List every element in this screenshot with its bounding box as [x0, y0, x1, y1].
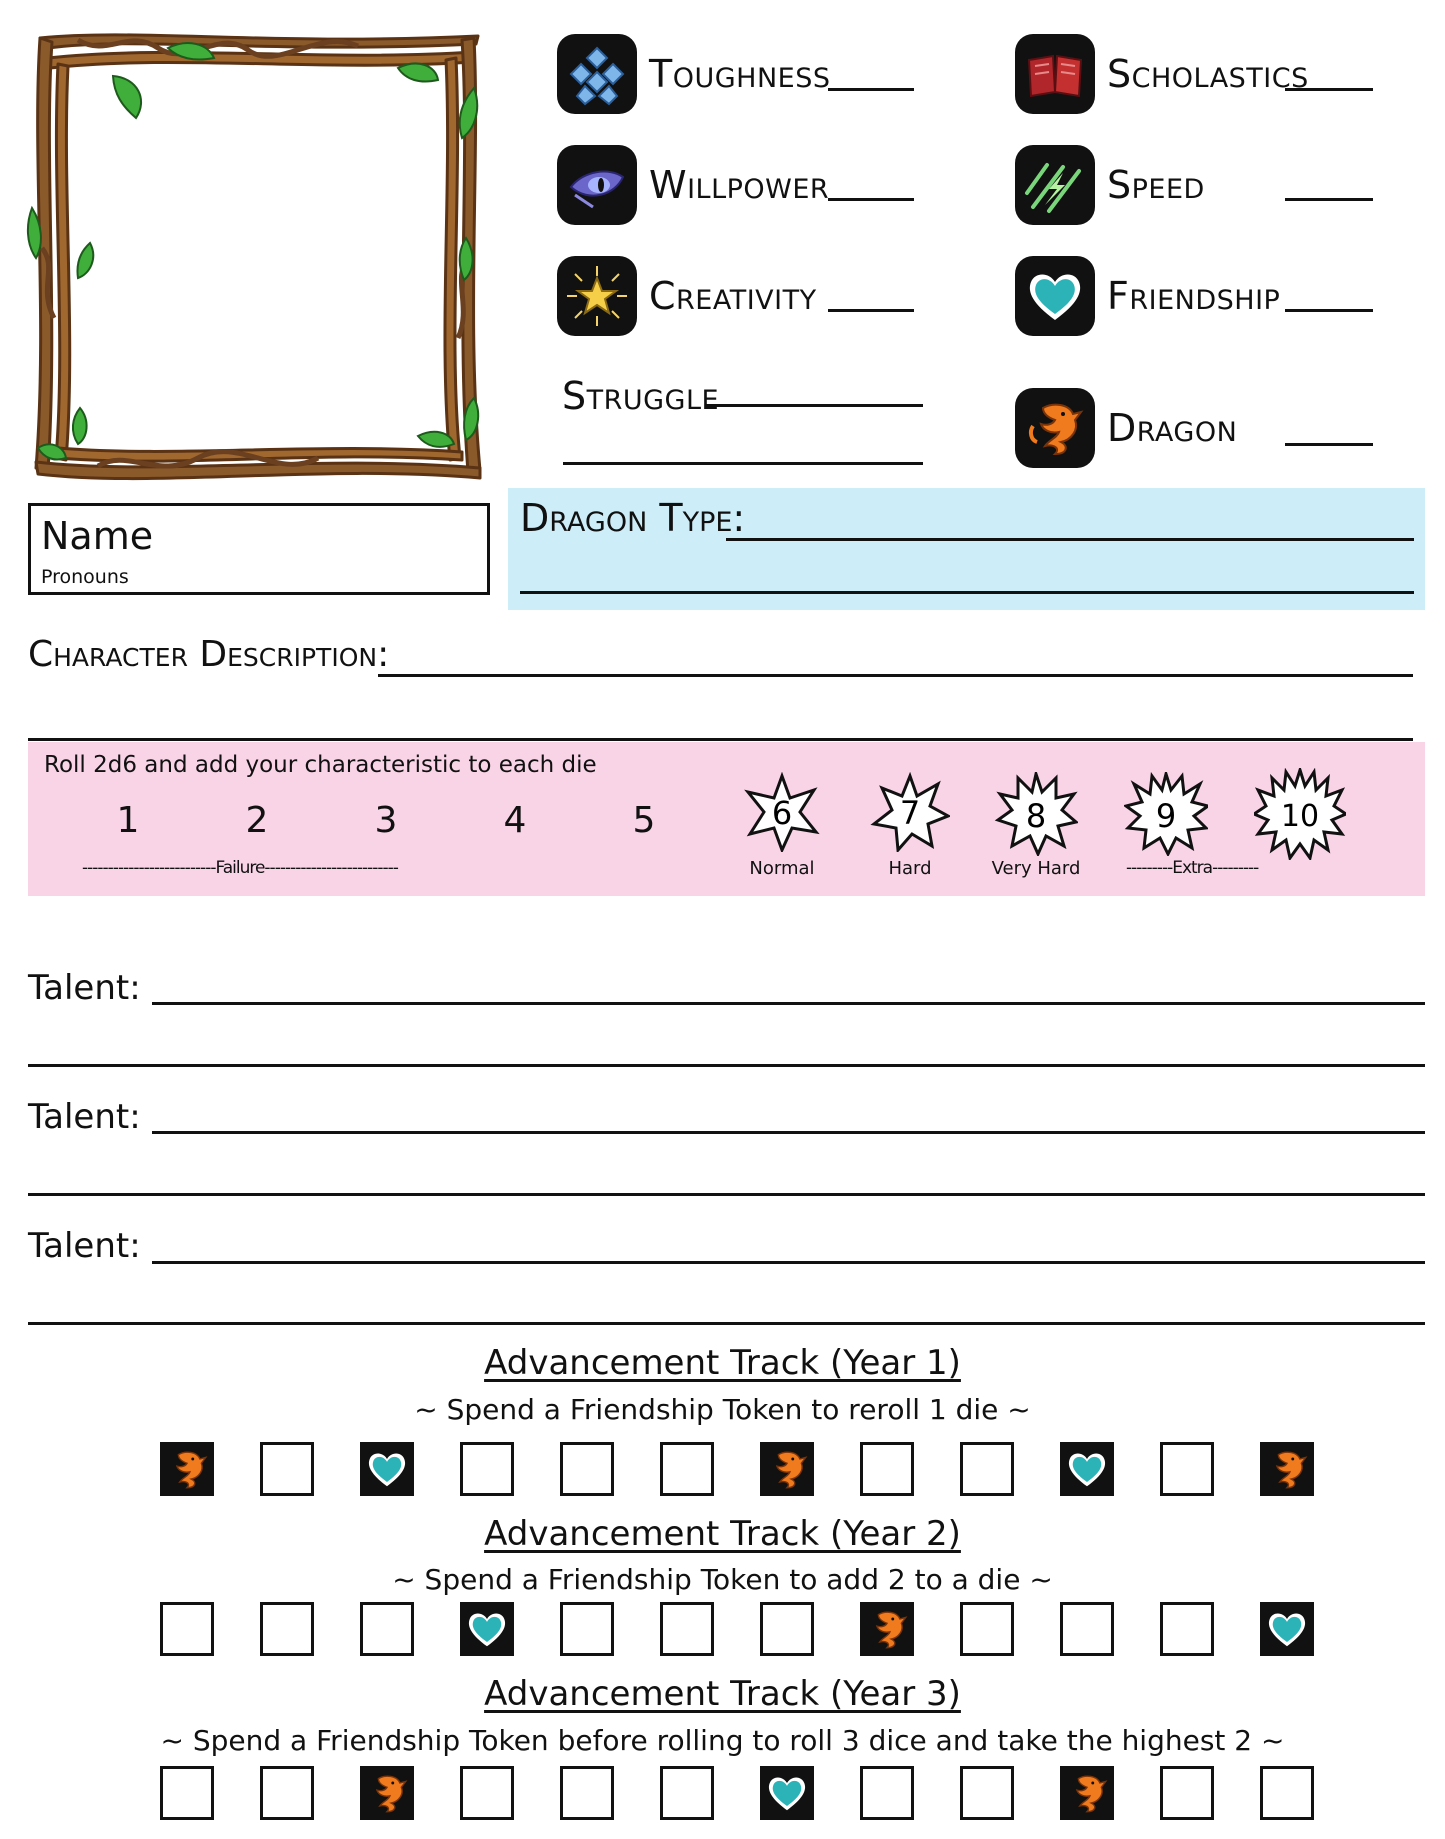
advancement-dragon-checkbox[interactable]	[360, 1766, 414, 1820]
dragon-type-input-1[interactable]	[726, 538, 1414, 541]
heart-icon	[1015, 256, 1095, 336]
advancement-subtitle: ~ Spend a Friendship Token to add 2 to a die ~	[392, 1563, 1053, 1596]
advancement-dragon-checkbox[interactable]	[160, 1442, 214, 1496]
heart-icon	[464, 1606, 510, 1652]
advancement-checkbox[interactable]	[160, 1766, 214, 1820]
advancement-title: Advancement Track (Year 1)	[484, 1343, 961, 1383]
struggle-input-2[interactable]	[563, 462, 923, 465]
dragon-icon	[764, 1446, 810, 1492]
description-label: Character Description:	[28, 634, 390, 675]
description-input-2[interactable]	[28, 738, 1413, 741]
stat-willpower	[557, 145, 829, 225]
target-10-star	[1254, 768, 1346, 864]
heart-icon	[1064, 1446, 1110, 1492]
advancement-checkbox[interactable]	[460, 1766, 514, 1820]
advancement-title: Advancement Track (Year 2)	[484, 1514, 961, 1554]
shield-gems-icon	[557, 34, 637, 114]
struggle-input-1[interactable]	[705, 404, 923, 407]
target-10-value: 10	[1280, 799, 1320, 834]
speed-label: Speed	[1107, 163, 1205, 207]
failure-number: 5	[632, 800, 656, 841]
advancement-subtitle: ~ Spend a Friendship Token to reroll 1 die ~	[414, 1393, 1031, 1426]
dragon-type-section	[508, 488, 1425, 610]
advancement-track-1	[160, 1442, 1314, 1496]
talent-input[interactable]	[28, 1193, 1425, 1196]
pronouns-label: Pronouns	[41, 566, 129, 588]
advancement-checkbox[interactable]	[560, 1602, 614, 1656]
advancement-dragon-checkbox[interactable]	[1060, 1766, 1114, 1820]
dragon-icon	[164, 1446, 210, 1492]
stat-scholastics	[1015, 34, 1309, 114]
difficulty-very-hard: Very Hard	[991, 858, 1081, 879]
advancement-checkbox[interactable]	[260, 1442, 314, 1496]
dragon-icon	[1064, 1770, 1110, 1816]
advancement-heart-checkbox[interactable]	[360, 1442, 414, 1496]
failure-number: 1	[116, 800, 140, 841]
dragon-icon	[1264, 1446, 1310, 1492]
target-9-value: 9	[1155, 797, 1177, 835]
dragon-input[interactable]	[1285, 443, 1373, 446]
scholastics-label: Scholastics	[1107, 52, 1309, 96]
willpower-input[interactable]	[828, 198, 914, 201]
target-6-value: 6	[771, 794, 793, 832]
speed-input[interactable]	[1285, 198, 1373, 201]
name-box[interactable]	[28, 503, 490, 595]
advancement-checkbox[interactable]	[660, 1442, 714, 1496]
failure-number: 3	[374, 800, 398, 841]
toughness-input[interactable]	[828, 88, 914, 91]
stat-toughness	[557, 34, 831, 114]
advancement-checkbox[interactable]	[560, 1442, 614, 1496]
advancement-title: Advancement Track (Year 3)	[484, 1674, 961, 1714]
advancement-heart-checkbox[interactable]	[460, 1602, 514, 1656]
advancement-dragon-checkbox[interactable]	[1260, 1442, 1314, 1496]
friendship-input[interactable]	[1285, 309, 1373, 312]
advancement-checkbox[interactable]	[1260, 1766, 1314, 1820]
advancement-checkbox[interactable]	[1060, 1602, 1114, 1656]
talent-label: Talent:	[28, 1097, 141, 1137]
target-7-value: 7	[899, 794, 921, 832]
dragon-icon	[1015, 388, 1095, 468]
advancement-checkbox[interactable]	[260, 1766, 314, 1820]
failure-label: --------------------------Failure--------------------------	[82, 858, 398, 878]
advancement-checkbox[interactable]	[260, 1602, 314, 1656]
difficulty-hard: Hard	[888, 858, 932, 879]
dragon-icon	[364, 1770, 410, 1816]
friendship-label: Friendship	[1107, 274, 1281, 318]
target-9-star	[1124, 772, 1208, 860]
creativity-input[interactable]	[828, 309, 914, 312]
target-8-star	[994, 772, 1078, 860]
talent-input[interactable]	[152, 1131, 1425, 1134]
name-label: Name	[41, 514, 154, 558]
talent-input[interactable]	[152, 1002, 1425, 1005]
talent-input[interactable]	[28, 1064, 1425, 1067]
heart-icon	[1264, 1606, 1310, 1652]
advancement-checkbox[interactable]	[860, 1442, 914, 1496]
difficulty-normal: Normal	[749, 858, 815, 879]
target-6-star	[742, 772, 822, 856]
target-7-star	[870, 772, 950, 856]
description-input-1[interactable]	[378, 674, 1413, 677]
dragon-type-label: Dragon Type:	[520, 496, 746, 540]
advancement-heart-checkbox[interactable]	[1260, 1602, 1314, 1656]
heart-icon	[764, 1770, 810, 1816]
advancement-dragon-checkbox[interactable]	[760, 1442, 814, 1496]
willpower-label: Willpower	[649, 163, 830, 207]
advancement-track-2	[160, 1602, 1314, 1656]
creativity-label: Creativity	[649, 274, 817, 318]
advancement-checkbox[interactable]	[960, 1602, 1014, 1656]
advancement-checkbox[interactable]	[1160, 1602, 1214, 1656]
advancement-dragon-checkbox[interactable]	[860, 1602, 914, 1656]
advancement-checkbox[interactable]	[560, 1766, 614, 1820]
advancement-checkbox[interactable]	[1160, 1442, 1214, 1496]
portrait-frame[interactable]	[18, 18, 500, 496]
dragon-icon	[864, 1606, 910, 1652]
stat-creativity	[557, 256, 817, 336]
star-icon	[557, 256, 637, 336]
vine-frame-icon	[18, 18, 500, 496]
talent-label: Talent:	[28, 968, 141, 1008]
advancement-checkbox[interactable]	[360, 1602, 414, 1656]
advancement-checkbox[interactable]	[660, 1602, 714, 1656]
extra-label: ---------Extra---------	[1126, 858, 1259, 878]
advancement-checkbox[interactable]	[1160, 1766, 1214, 1820]
advancement-checkbox[interactable]	[460, 1442, 514, 1496]
lightning-icon	[1015, 145, 1095, 225]
advancement-checkbox[interactable]	[660, 1766, 714, 1820]
advancement-track-3	[160, 1766, 1314, 1820]
book-icon	[1015, 34, 1095, 114]
advancement-checkbox[interactable]	[960, 1766, 1014, 1820]
dragon-type-input-2[interactable]	[520, 591, 1414, 594]
talent-input[interactable]	[152, 1261, 1425, 1264]
advancement-checkbox[interactable]	[160, 1602, 214, 1656]
dragon-eye-icon	[557, 145, 637, 225]
advancement-checkbox[interactable]	[760, 1602, 814, 1656]
advancement-heart-checkbox[interactable]	[760, 1766, 814, 1820]
advancement-subtitle: ~ Spend a Friendship Token before rolling to roll 3 dice and take the highest 2 ~	[160, 1724, 1285, 1757]
dragon-label: Dragon	[1107, 406, 1238, 450]
roll-reference	[28, 742, 1425, 896]
struggle-label: Struggle	[562, 374, 720, 418]
failure-number: 2	[245, 800, 269, 841]
heart-icon	[364, 1446, 410, 1492]
advancement-heart-checkbox[interactable]	[1060, 1442, 1114, 1496]
advancement-checkbox[interactable]	[960, 1442, 1014, 1496]
scholastics-input[interactable]	[1285, 88, 1373, 91]
roll-instruction: Roll 2d6 and add your characteristic to each die	[44, 752, 597, 778]
stat-friendship	[1015, 256, 1280, 336]
toughness-label: Toughness	[649, 52, 831, 96]
advancement-checkbox[interactable]	[860, 1766, 914, 1820]
talent-label: Talent:	[28, 1226, 141, 1266]
failure-number: 4	[503, 800, 527, 841]
target-8-value: 8	[1025, 797, 1047, 835]
talent-input[interactable]	[28, 1322, 1425, 1325]
stat-speed	[1015, 145, 1205, 225]
stat-dragon	[1015, 388, 1237, 468]
